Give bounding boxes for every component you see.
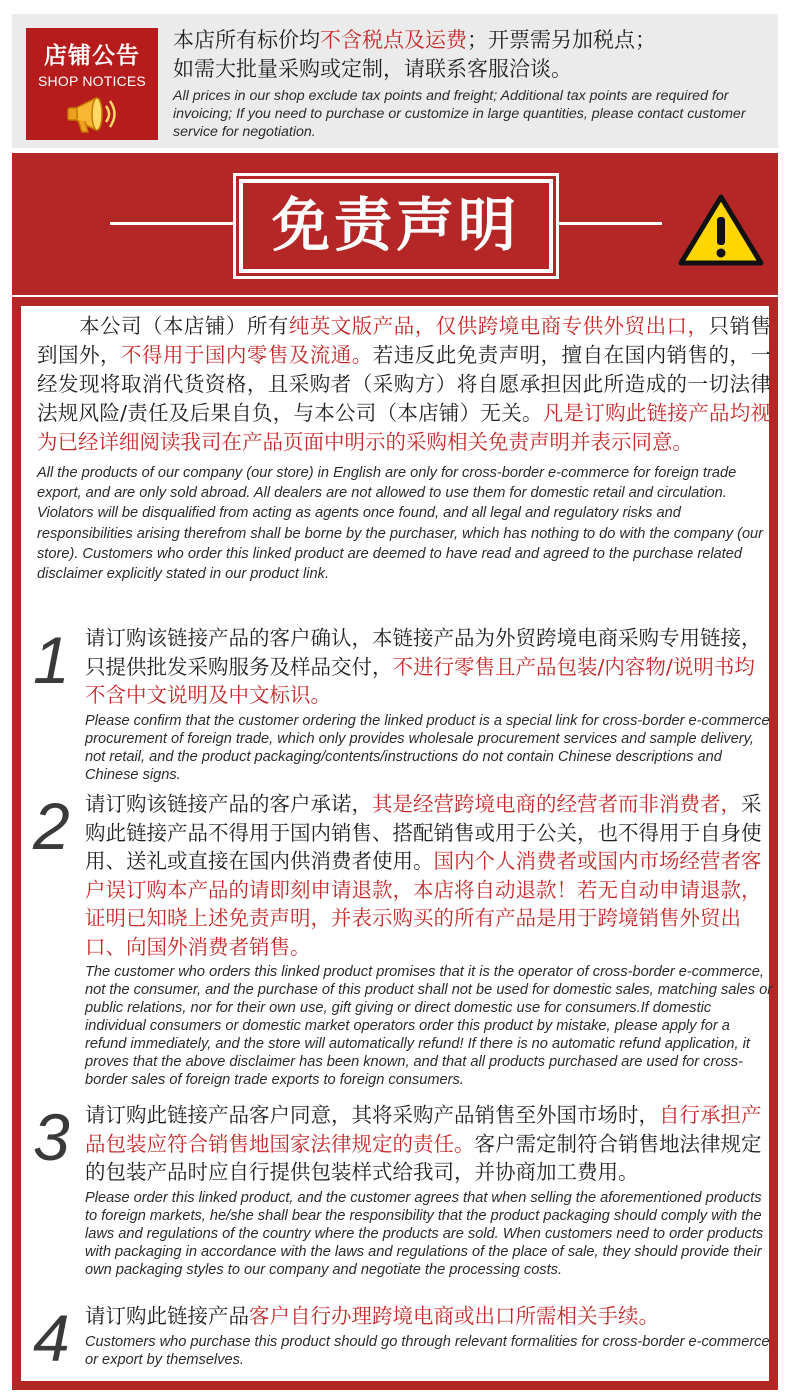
clause-zh [85,1302,775,1331]
clause-body [85,624,775,784]
clause-zh-highlight: 不进行零售且产品包装/内容物/说明书均不含中文说明及中文标识。 [85,654,755,707]
notice-text [173,26,773,141]
clause-zh-part: 请订购此链接产品 [85,1304,249,1328]
banner-title: 免责声明 [239,179,553,273]
shop-notice [12,14,778,148]
notice-zh-highlight: 不含税点及运费 [320,28,467,52]
intro-zh [37,312,771,457]
intro-zh-highlight: 纯英文版产品，仅供跨境电商专供外贸出口， [288,314,709,338]
megaphone-icon [62,90,122,138]
clause-en: Please order this linked product, and the customer agrees that when selling the aforementioned products to foreign markets, he/she shall bear the responsibility that the product packaging should comply with the laws and regulations of the country where the products are sold. When customers need to order products with packaging in accordance with the laws and regulations of the place of sale, they should provide their own packaging styles to our company and negotiate the processing costs. [85,1189,764,1278]
disclaimer-panel [12,297,778,1390]
intro-zh-part: 本公司（本店铺）所有 [79,314,289,338]
clause-zh [85,624,775,710]
intro-zh-highlight: 不得用于国内零售及流通。 [120,343,373,367]
clause-zh-highlight: 自行承担产品包装应符合销售地国家法律规定的责任。 [85,1103,762,1156]
disclaimer-banner [12,153,778,295]
banner-divider-left [110,222,238,225]
clause-number: 2 [33,789,70,863]
notice-badge [26,28,158,140]
banner-divider-right [554,222,662,225]
clause-zh-part: 采购此链接产品不得用于国内销售、搭配销售或用于公关，也不得用于自身使用、送礼或直接在国内供消费者使用。 [85,792,762,873]
intro-section [37,312,771,584]
clause-zh-part: 请订购该链接产品的客户确认，本链接产品为外贸跨境电商采购专用链接，只提供批发采购服务及样品交付， [85,626,762,679]
clause-zh-highlight: 国内个人消费者或国内市场经营者客户误订购本产品的请即刻申请退款，本店将自动退款！若无自动申请退款，证明已知晓上述免责声明，并表示购买的所有产品是用于跨境销售外贸出口、向国外消费者销售。 [85,849,762,959]
warning-triangle-icon [678,193,764,267]
clause-zh-part: 客户需定制符合销售地法律规定的包装产品时应自行提供包装样式给我司，并协商加工费用。 [85,1131,762,1184]
clause-zh-part: 请订购此链接产品客户同意，其将采购产品销售至外国市场时， [85,1103,659,1127]
clause-zh [85,1101,775,1187]
notice-zh-line2: 如需大批量采购或定制，请联系客服洽谈。 [173,57,572,81]
clause-zh-highlight: 客户自行办理跨境电商或出口所需相关手续。 [249,1304,659,1328]
intro-zh-highlight: 凡是订购此链接产品均视为已经详细阅读我司在产品页面中明示的采购相关免责声明并表示同意。 [37,401,772,454]
clause-en: Please confirm that the customer ordering the linked product is a special link for cross-border e-commerce procurement of foreign trade, which only provides wholesale procurement services and sample delivery, not retail, and the product packaging/contents/instructions do not contain Chinese descriptions and Chinese signs. [85,712,770,783]
notice-badge-subtitle: SHOP NOTICES [38,73,146,89]
clause-number: 3 [33,1100,70,1174]
notice-zh-part: ；开票需另加税点； [467,28,656,52]
clause-zh-highlight: 其是经营跨境电商的经营者而非消费者， [372,792,741,816]
clause-zh-part: 请订购该链接产品的客户承诺， [85,792,372,816]
intro-zh-part: 若违反此免责声明，擅自在国内销售的，一经发现将取消代货资格，且采购者（采购方）将自愿承担因此所造成的一切法律法规风险/责任及后果自负，与本公司（本店铺）无关。 [37,343,772,425]
clause-number: 4 [33,1301,70,1375]
notice-en-text: All prices in our shop exclude tax points and freight; Additional tax points are required for invoicing; If you need to purchase or customize in large quantities, please contact customer service for negotiation. [173,88,746,140]
clause-en: The customer who orders this linked product promises that it is the operator of cross-border e-commerce, not the consumer, and the purchase of this product shall not be used for domestic sales, matching sales or public relations, nor for their own use, gift giving or direct domestic use for consumers.If domestic individual consumers or domestic market operators order this product by mistake, please apply for a refund immediately, and the store will automatically refund! If there is no automatic refund application, it proves that the above disclaimer has been known, and that all products purchased are used for cross-border sales of foreign trade exports to foreign consumers. [85,964,773,1088]
notice-badge-title: 店铺公告 [44,43,140,69]
clause-body [85,1302,775,1369]
clause-number: 1 [33,623,70,697]
clause-en: Customers who purchase this product should go through relevant formalities for cross-border e-commerce or export by themselves. [85,1333,770,1368]
intro-en: All the products of our company (our store) in English are only for cross-border e-commerce for foreign trade export, and are only sold abroad. All dealers are not allowed to use them for domestic retail and circulation. Violators will be disqualified from acting as agents once found, and all legal and regulatory risks and responsibilities arising therefrom shall be borne by the purchaser, which has nothing to do with the company (our store). Customers who order this linked product are deemed to have read and agreed to the purchase related disclaimer explicitly stated in our product link. [37,465,764,583]
notice-zh-part: 本店所有标价均 [173,28,320,52]
notice-zh-line1 [173,26,773,55]
clause-body [85,790,775,1089]
intro-zh-part: 只销售到国外， [37,314,771,367]
clause-body [85,1101,775,1279]
disclaimer-content [21,306,773,1381]
clause-zh [85,790,775,961]
